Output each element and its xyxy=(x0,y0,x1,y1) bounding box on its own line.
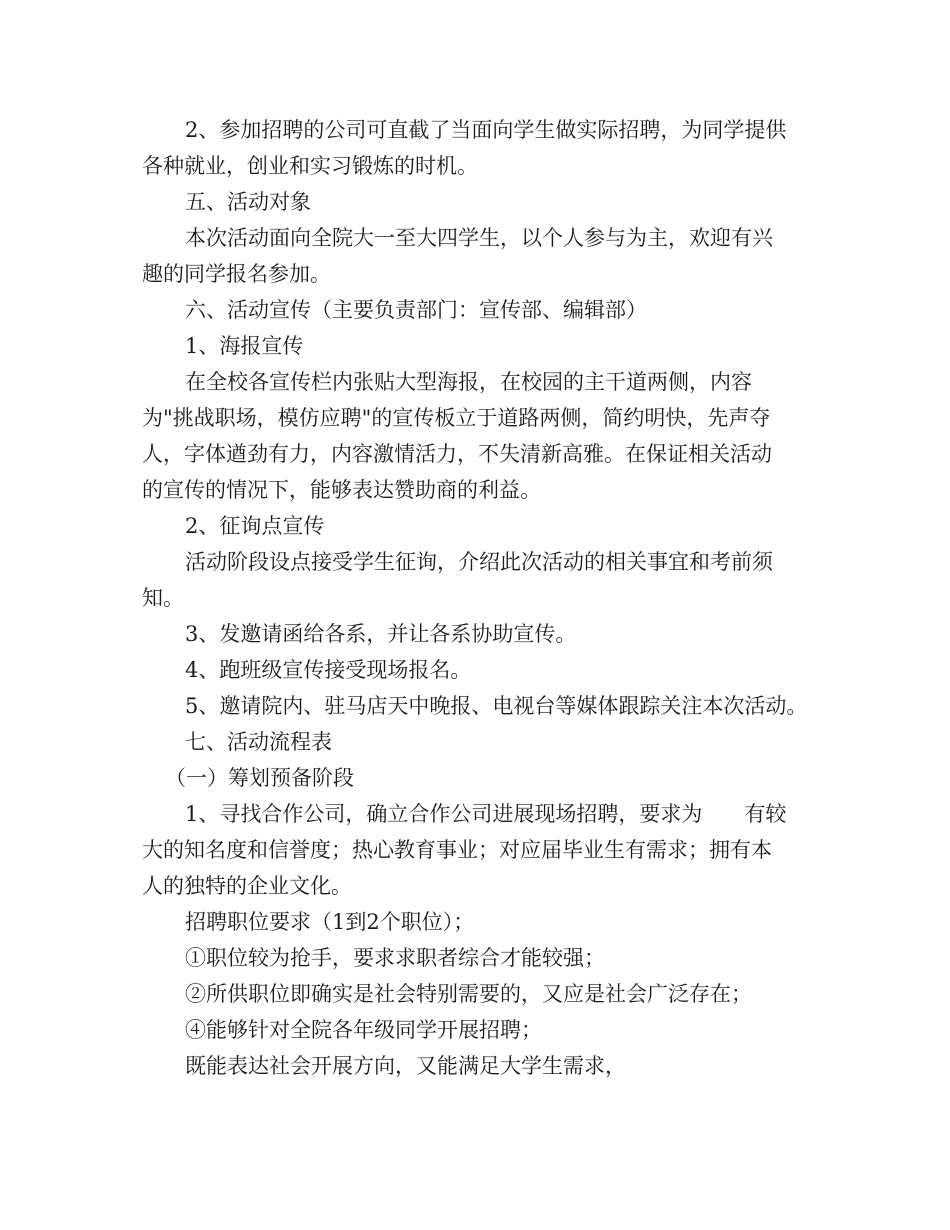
subsection-heading: 2、征询点宣传 xyxy=(185,514,325,538)
text-line: 人的独特的企业文化。 xyxy=(142,874,352,898)
text-line: 本次活动面向全院大一至大四学生，以个人参与为主，欢迎有兴 xyxy=(185,226,773,250)
text-line: 的宣传的情况下，能够表达赞助商的利益。 xyxy=(142,478,541,502)
text-line: 既能表达社会开展方向，又能满足大学生需求， xyxy=(185,1054,626,1078)
section-heading: 七、活动流程表 xyxy=(185,730,332,754)
subsection-heading: 1、海报宣传 xyxy=(185,334,304,358)
list-item: ②所供职位即确实是社会特别需要的，又应是社会广泛存在； xyxy=(185,982,752,1006)
list-item: 4、跑班级宣传接受现场报名。 xyxy=(185,658,472,682)
text-line: 大的知名度和信誉度；热心教育事业；对应届毕业生有需求；拥有本 xyxy=(142,838,772,862)
text-line: 为"挑战职场，模仿应聘"的宣传板立于道路两侧，简约明快，先声夺 xyxy=(142,406,771,430)
list-item: 5、邀请院内、驻马店天中晚报、电视台等媒体跟踪关注本次活动。 xyxy=(185,694,808,718)
text-line: 在全校各宣传栏内张贴大型海报，在校园的主干道两侧，内容 xyxy=(185,370,752,394)
list-item: ①职位较为抢手，要求求职者综合才能较强； xyxy=(185,946,605,970)
text-line: 招聘职位要求（1到2个职位）； xyxy=(185,910,475,934)
text-line: 知。 xyxy=(142,586,184,610)
list-item: ④能够针对全院各年级同学开展招聘； xyxy=(185,1018,542,1042)
section-heading: 五、活动对象 xyxy=(185,190,311,214)
text-line: 活动阶段设点接受学生征询，介绍此次活动的相关事宜和考前须 xyxy=(185,550,773,574)
text-line: 人，字体遒劲有力，内容激情活力，不失清新高雅。在保证相关活动 xyxy=(142,442,772,466)
list-item: 1、寻找合作公司，确立合作公司进展现场招聘，要求为 有较 xyxy=(185,802,787,826)
list-item: 3、发邀请函给各系，并让各系协助宣传。 xyxy=(185,622,577,646)
text-line: 各种就业，创业和实习锻炼的时机。 xyxy=(142,154,478,178)
subsection-heading: （一）筹划预备阶段 xyxy=(165,766,354,790)
text-line: 2、参加招聘的公司可直截了当面向学生做实际招聘，为同学提供 xyxy=(185,118,787,142)
section-heading: 六、活动宣传（主要负责部门：宣传部、编辑部） xyxy=(185,298,647,322)
text-line: 趣的同学报名参加。 xyxy=(142,262,331,286)
